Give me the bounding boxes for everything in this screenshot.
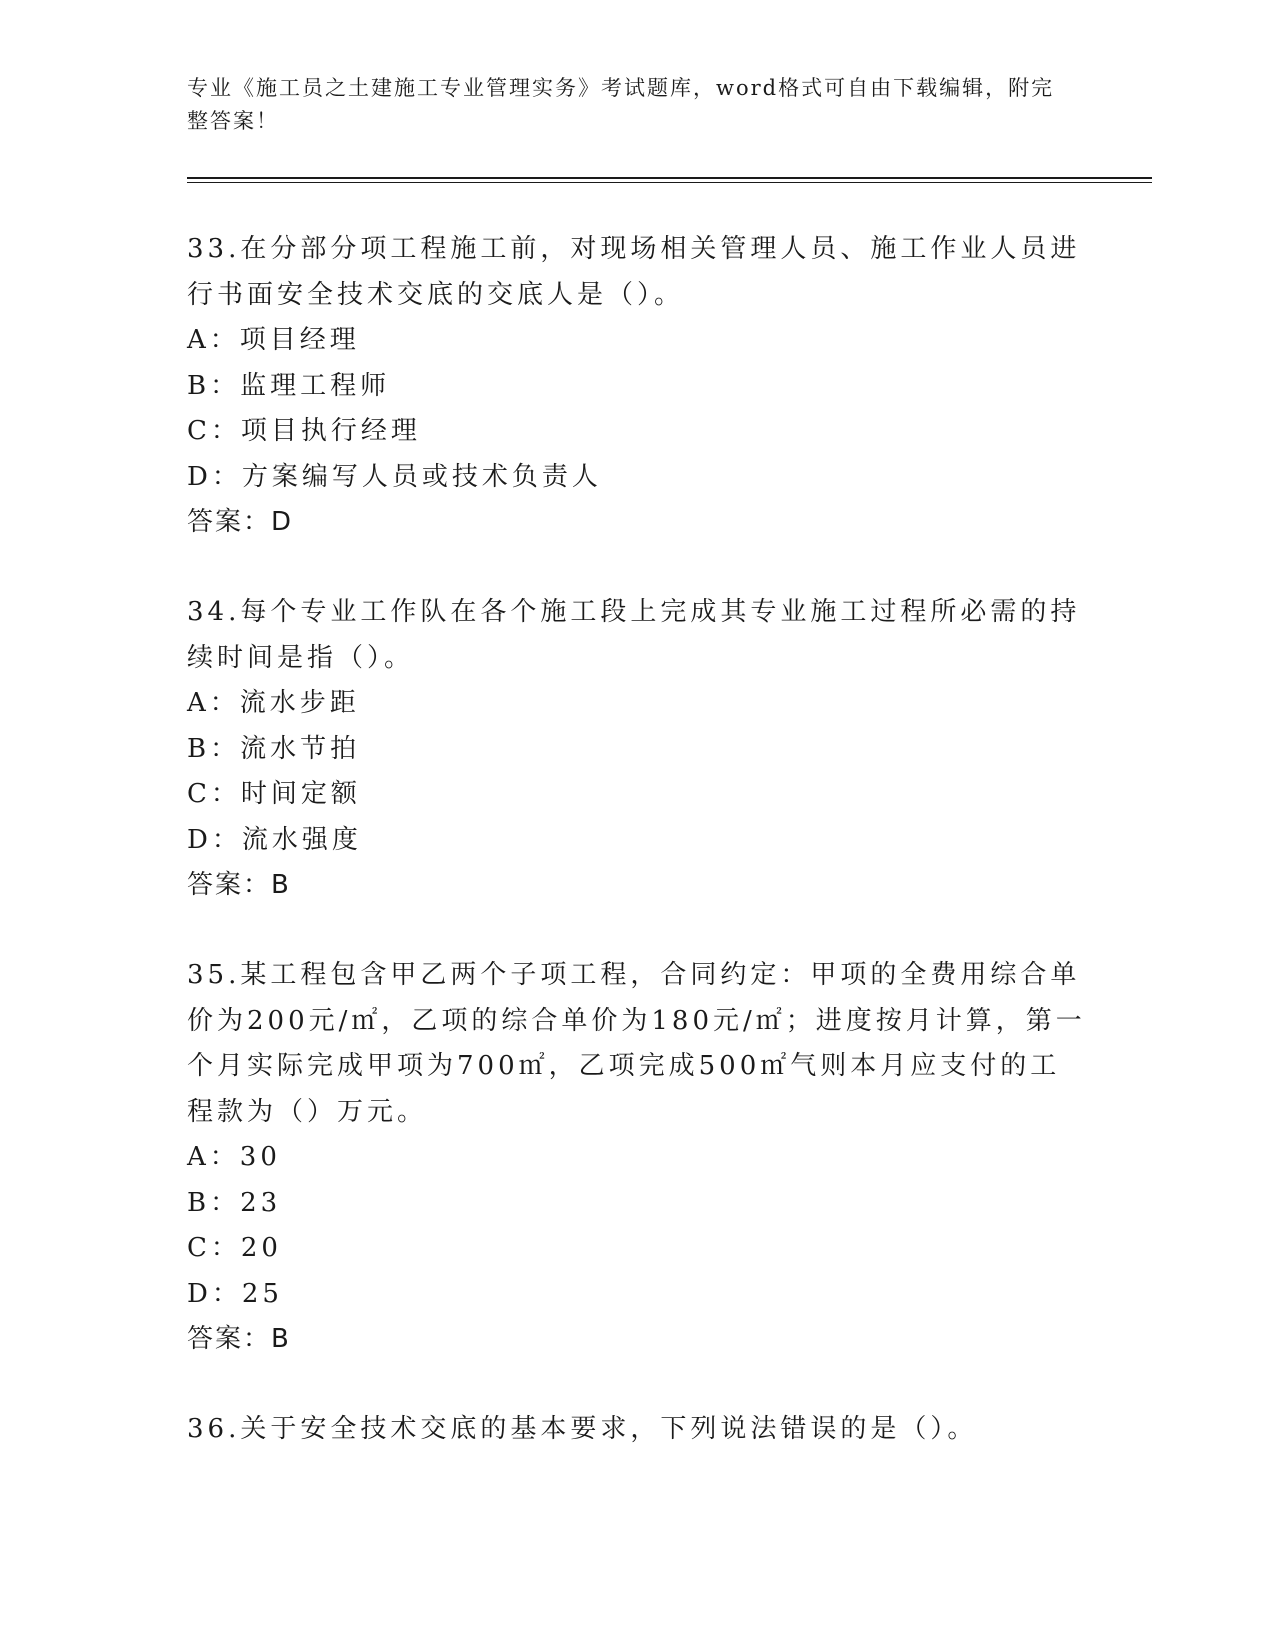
question-stem: 33.在分部分项工程施工前，对现场相关管理人员、施工作业人员进行书面安全技术交底的交底人是（）。	[187, 234, 1081, 310]
question-35	[187, 953, 1087, 1363]
answer: 答案：D	[187, 507, 294, 537]
question-34	[187, 590, 1087, 909]
document-header: 专业《施工员之土建施工专业管理实务》考试题库，word格式可自由下载编辑，附完整答案！	[187, 76, 1055, 133]
option-a: A：30	[187, 1142, 281, 1172]
option-b: B：流水节拍	[187, 733, 361, 764]
option-a: A：流水步距	[187, 688, 360, 718]
option-d: D：方案编写人员或技术负责人	[187, 461, 602, 492]
header-divider-thick	[187, 177, 1152, 179]
option-c: C：20	[187, 1233, 282, 1263]
answer: 答案：B	[187, 1324, 291, 1354]
question-stem: 34.每个专业工作队在各个施工段上完成其专业施工过程所必需的持续时间是指（）。	[187, 597, 1081, 673]
question-36	[187, 1407, 1087, 1453]
question-stem: 35.某工程包含甲乙两个子项工程，合同约定：甲项的全费用综合单价为200元/㎡，乙项的综合单价为180元/㎡；进度按月计算，第一个月实际完成甲项为700㎡，乙项完成500㎡气则本月应支付的工程款为（）万元。	[187, 960, 1086, 1127]
option-a: A：项目经理	[187, 325, 360, 355]
option-c: C：时间定额	[187, 779, 361, 809]
answer: 答案：B	[187, 870, 291, 900]
option-d: D：25	[187, 1278, 283, 1309]
question-33	[187, 227, 1087, 546]
header-divider-thin	[187, 182, 1152, 183]
question-stem: 36.关于安全技术交底的基本要求，下列说法错误的是（）。	[187, 1414, 978, 1444]
option-b: B：监理工程师	[187, 370, 391, 401]
option-b: B：23	[187, 1187, 282, 1218]
option-c: C：项目执行经理	[187, 416, 421, 446]
option-d: D：流水强度	[187, 824, 362, 855]
